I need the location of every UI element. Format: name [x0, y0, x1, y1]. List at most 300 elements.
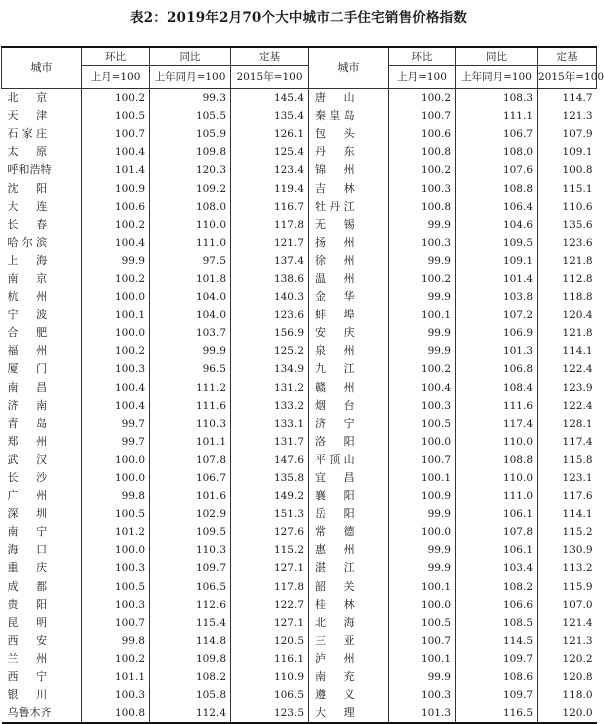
yoy-index-left: 110.0: [150, 216, 231, 234]
mom-index-right: 99.9: [389, 505, 456, 523]
city-name-left: 上海: [2, 252, 82, 270]
city-name-left: 杭州: [2, 288, 82, 306]
base-index-right: 107.0: [562, 598, 593, 611]
table-row: [2, 686, 597, 704]
base-index-left: 127.6: [231, 523, 309, 541]
base-index-left: 133.1: [231, 415, 309, 433]
base-index-left: 149.2: [231, 487, 309, 505]
city-name-right: 三亚: [309, 632, 389, 650]
mom-index-right: 99.9: [389, 288, 456, 306]
yoy-index-left: 108.2: [150, 668, 231, 686]
yoy-index-right: 103.4: [456, 559, 538, 577]
base-index-left: 117.8: [231, 578, 309, 596]
yoy-header-right: 同比: [456, 47, 538, 66]
city-name-left: 南宁: [2, 523, 82, 541]
mom-index-left: 100.9: [82, 179, 150, 197]
yoy-index-right: 111.0: [456, 487, 538, 505]
city-name-right: 温州: [309, 270, 389, 288]
base-index-right: 121.3: [562, 110, 593, 123]
yoy-index-right: 109.7: [456, 650, 538, 668]
base-index-right: 115.8: [562, 453, 593, 466]
base-index-right: 115.9: [562, 580, 593, 593]
mom-index-left: 100.2: [82, 216, 150, 234]
yoy-index-left: 110.3: [150, 541, 231, 559]
city-name-right: 泸州: [309, 650, 389, 668]
mom-index-right: 100.7: [389, 107, 456, 125]
table-row: [2, 342, 597, 360]
table-row: [2, 578, 597, 596]
table-row: [2, 234, 597, 252]
city-name-left: 石家庄: [2, 125, 82, 143]
table-row: [2, 161, 597, 179]
mom-index-left: 101.1: [82, 668, 150, 686]
city-name-left: 西宁: [2, 668, 82, 686]
mom-index-left: 100.0: [82, 469, 150, 487]
mom-header-right: 环比: [389, 47, 456, 66]
mom-index-left: 101.4: [82, 161, 150, 179]
city-name-left: 呼和浩特: [2, 161, 82, 179]
city-name-left: 天津: [2, 107, 82, 125]
city-name-left: 太原: [2, 143, 82, 161]
mom-index-right: 100.2: [389, 360, 456, 378]
city-name-left: 郑州: [2, 433, 82, 451]
yoy-index-right: 114.5: [456, 632, 538, 650]
mom-index-right: 100.2: [389, 89, 456, 108]
table-row: [2, 252, 597, 270]
base-index-right: 123.1: [562, 472, 593, 485]
city-name-right: 金华: [309, 288, 389, 306]
mom-index-right: 99.9: [389, 216, 456, 234]
base-index-right: 121.4: [562, 616, 593, 629]
mom-index-left: 100.0: [82, 324, 150, 342]
city-name-right: 济宁: [309, 415, 389, 433]
yoy-index-left: 115.4: [150, 614, 231, 632]
city-name-left: 青岛: [2, 415, 82, 433]
base-index-right: 123.6: [562, 236, 593, 249]
city-name-right: 牡丹江: [309, 198, 389, 216]
mom-index-right: 100.0: [389, 596, 456, 614]
base-index-right: 121.8: [562, 327, 593, 340]
mom-index-right: 101.3: [389, 704, 456, 723]
city-name-right: 蚌埠: [309, 306, 389, 324]
table-row: [2, 397, 597, 415]
mom-index-right: 100.3: [389, 686, 456, 704]
yoy-index-left: 109.7: [150, 559, 231, 577]
yoy-index-right: 101.3: [456, 342, 538, 360]
base-index-right: 120.8: [562, 671, 593, 684]
mom-index-right: 100.9: [389, 487, 456, 505]
table-row: [2, 433, 597, 451]
city-name-right: 丹东: [309, 143, 389, 161]
yoy-index-right: 108.0: [456, 143, 538, 161]
city-name-left: 哈尔滨: [2, 234, 82, 252]
mom-index-left: 100.8: [82, 704, 150, 723]
mom-index-left: 99.7: [82, 415, 150, 433]
table-row: [2, 360, 597, 378]
base-index-right: 114.7: [562, 92, 593, 105]
mom-index-left: 100.3: [82, 360, 150, 378]
mom-index-left: 100.3: [82, 559, 150, 577]
mom-index-right: 100.0: [389, 523, 456, 541]
mom-index-right: 100.1: [389, 650, 456, 668]
base-index-right: 117.6: [562, 490, 593, 503]
city-name-right: 平顶山: [309, 451, 389, 469]
mom-index-left: 100.1: [82, 306, 150, 324]
table-header: [2, 47, 604, 89]
yoy-index-right: 106.4: [456, 198, 538, 216]
table-row: [2, 89, 597, 108]
base-index-left: 133.2: [231, 397, 309, 415]
mom-index-right: 100.7: [389, 632, 456, 650]
table-row: [2, 487, 597, 505]
city-name-left: 南昌: [2, 379, 82, 397]
city-name-right: 扬州: [309, 234, 389, 252]
mom-index-right: 100.5: [389, 614, 456, 632]
base-index-left: 126.1: [231, 125, 309, 143]
city-name-left: 乌鲁木齐: [2, 704, 82, 723]
mom-index-left: 100.3: [82, 686, 150, 704]
city-name-left: 长春: [2, 216, 82, 234]
yoy-index-right: 109.5: [456, 234, 538, 252]
base-index-left: 135.8: [231, 469, 309, 487]
base-index-left: 110.9: [231, 668, 309, 686]
mom-index-left: 100.5: [82, 505, 150, 523]
base-index-right: 123.9: [562, 381, 593, 394]
yoy-index-left: 120.3: [150, 161, 231, 179]
city-name-right: 安庆: [309, 324, 389, 342]
mom-index-right: 100.3: [389, 234, 456, 252]
base-index-left: 116.1: [231, 650, 309, 668]
mom-index-right: 100.8: [389, 143, 456, 161]
city-name-left: 银川: [2, 686, 82, 704]
yoy-index-right: 110.0: [456, 433, 538, 451]
mom-index-left: 100.2: [82, 342, 150, 360]
table-row: [2, 704, 597, 723]
mom-index-left: 100.2: [82, 270, 150, 288]
base-index-right: 113.2: [562, 562, 593, 575]
base-index-left: 151.3: [231, 505, 309, 523]
yoy-index-right: 106.1: [456, 505, 538, 523]
city-name-left: 成都: [2, 578, 82, 596]
mom-index-right: 100.0: [389, 433, 456, 451]
mom-index-right: 100.3: [389, 179, 456, 197]
base-index-right: 122.4: [562, 363, 593, 376]
base-index-right: 128.1: [562, 417, 593, 430]
city-name-right: 徐州: [309, 252, 389, 270]
table-row: [2, 179, 597, 197]
yoy-index-right: 106.1: [456, 541, 538, 559]
yoy-index-left: 102.9: [150, 505, 231, 523]
mom-index-right: 100.2: [389, 270, 456, 288]
yoy-index-left: 110.3: [150, 415, 231, 433]
city-name-right: 惠州: [309, 541, 389, 559]
yoy-subheader-left: 上年同月=100: [150, 66, 231, 89]
yoy-index-right: 108.8: [456, 451, 538, 469]
base-index-left: 147.6: [231, 451, 309, 469]
mom-index-left: 100.4: [82, 234, 150, 252]
table-row: [2, 541, 597, 559]
base-index-left: 120.5: [231, 632, 309, 650]
base-index-left: 134.9: [231, 360, 309, 378]
yoy-index-right: 108.2: [456, 578, 538, 596]
city-name-left: 合肥: [2, 324, 82, 342]
mom-index-left: 100.2: [82, 650, 150, 668]
yoy-index-left: 104.0: [150, 288, 231, 306]
mom-index-right: 99.9: [389, 559, 456, 577]
mom-index-left: 100.5: [82, 107, 150, 125]
table-row: [2, 107, 597, 125]
yoy-index-right: 111.6: [456, 397, 538, 415]
mom-index-left: 100.7: [82, 125, 150, 143]
mom-index-right: 100.7: [389, 451, 456, 469]
city-name-left: 福州: [2, 342, 82, 360]
yoy-index-left: 107.8: [150, 451, 231, 469]
city-name-left: 沈阳: [2, 179, 82, 197]
mom-index-right: 99.9: [389, 668, 456, 686]
city-name-left: 深圳: [2, 505, 82, 523]
city-name-left: 贵阳: [2, 596, 82, 614]
mom-index-right: 100.1: [389, 306, 456, 324]
yoy-index-left: 109.8: [150, 650, 231, 668]
base-index-left: 135.4: [231, 107, 309, 125]
yoy-index-right: 116.5: [456, 704, 538, 723]
yoy-index-right: 109.1: [456, 252, 538, 270]
yoy-index-left: 105.5: [150, 107, 231, 125]
base-index-right: 120.0: [538, 704, 597, 723]
table-row: [2, 559, 597, 577]
base-index-left: 127.1: [231, 614, 309, 632]
yoy-index-right: 106.7: [456, 125, 538, 143]
yoy-index-left: 101.8: [150, 270, 231, 288]
base-index-right: 107.9: [562, 128, 593, 141]
table-row: [2, 125, 597, 143]
yoy-subheader-right: 上年同月=100: [456, 66, 538, 89]
city-name-left: 济南: [2, 397, 82, 415]
city-name-left: 广州: [2, 487, 82, 505]
base-index-right: 121.8: [562, 254, 593, 267]
city-name-left: 南京: [2, 270, 82, 288]
yoy-index-left: 105.8: [150, 686, 231, 704]
table-row: [2, 143, 597, 161]
city-name-left: 北京: [2, 89, 82, 108]
price-index-table: [1, 46, 604, 724]
city-name-right: 宜昌: [309, 469, 389, 487]
yoy-index-left: 105.9: [150, 125, 231, 143]
base-index-left: 116.7: [231, 198, 309, 216]
city-name-left: 兰州: [2, 650, 82, 668]
table-row: [2, 198, 597, 216]
mom-index-left: 100.6: [82, 198, 150, 216]
base-index-right: 115.1: [562, 182, 593, 195]
yoy-index-right: 117.4: [456, 415, 538, 433]
table-row: [2, 614, 597, 632]
table-row: [2, 668, 597, 686]
yoy-index-left: 109.2: [150, 179, 231, 197]
yoy-index-left: 111.0: [150, 234, 231, 252]
table-row: [2, 270, 597, 288]
base-index-right: 121.3: [562, 634, 593, 647]
yoy-index-right: 106.9: [456, 324, 538, 342]
yoy-index-right: 111.1: [456, 107, 538, 125]
yoy-index-left: 99.3: [150, 89, 231, 108]
yoy-index-left: 108.0: [150, 198, 231, 216]
mom-index-left: 100.4: [82, 143, 150, 161]
city-name-right: 韶关: [309, 578, 389, 596]
city-name-left: 西安: [2, 632, 82, 650]
city-name-right: 吉林: [309, 179, 389, 197]
base-index-left: 119.4: [231, 179, 309, 197]
city-name-left: 宁波: [2, 306, 82, 324]
base-index-right: 115.2: [562, 526, 593, 539]
yoy-index-right: 107.6: [456, 161, 538, 179]
mom-index-right: 100.5: [389, 415, 456, 433]
yoy-header-left: 同比: [150, 47, 231, 66]
yoy-index-right: 108.6: [456, 668, 538, 686]
mom-index-left: 100.2: [82, 89, 150, 108]
base-index-left: 122.7: [231, 596, 309, 614]
base-index-left: 140.3: [231, 288, 309, 306]
yoy-index-left: 111.6: [150, 397, 231, 415]
base-header-right: 定基: [538, 47, 597, 66]
base-index-right: 118.8: [562, 291, 593, 304]
city-name-left: 厦门: [2, 360, 82, 378]
table-row: [2, 632, 597, 650]
mom-index-right: 100.6: [389, 125, 456, 143]
yoy-index-left: 103.7: [150, 324, 231, 342]
table-row: [2, 216, 597, 234]
city-name-right: 泉州: [309, 342, 389, 360]
table-row: [2, 523, 597, 541]
base-index-left: 123.5: [231, 704, 309, 723]
mom-index-right: 100.1: [389, 469, 456, 487]
table-body: [2, 89, 597, 724]
base-index-right: 120.4: [562, 309, 593, 322]
base-index-left: 156.9: [231, 324, 309, 342]
yoy-index-left: 99.9: [150, 342, 231, 360]
yoy-index-right: 109.7: [456, 686, 538, 704]
mom-index-left: 99.8: [82, 487, 150, 505]
mom-index-right: 100.2: [389, 161, 456, 179]
city-name-right: 无锡: [309, 216, 389, 234]
base-index-right: 109.1: [562, 146, 593, 159]
yoy-index-left: 112.6: [150, 596, 231, 614]
city-name-right: 岳阳: [309, 505, 389, 523]
mom-subheader-right: 上月=100: [389, 66, 456, 89]
base-index-left: 125.4: [231, 143, 309, 161]
table-row: [2, 324, 597, 342]
base-index-left: 115.2: [231, 541, 309, 559]
base-index-right: 135.6: [562, 218, 593, 231]
city-name-right: 襄阳: [309, 487, 389, 505]
city-name-left: 重庆: [2, 559, 82, 577]
table-row: [2, 451, 597, 469]
yoy-index-right: 104.6: [456, 216, 538, 234]
yoy-index-left: 104.0: [150, 306, 231, 324]
mom-index-left: 100.3: [82, 596, 150, 614]
city-name-right: 九江: [309, 360, 389, 378]
base-index-right: 130.9: [562, 544, 593, 557]
mom-index-left: 100.0: [82, 451, 150, 469]
yoy-index-right: 107.8: [456, 523, 538, 541]
yoy-index-left: 106.7: [150, 469, 231, 487]
city-name-right: 常德: [309, 523, 389, 541]
table-row: [2, 379, 597, 397]
base-index-left: 121.7: [231, 234, 309, 252]
yoy-index-left: 101.6: [150, 487, 231, 505]
mom-index-right: 99.9: [389, 324, 456, 342]
table-row: [2, 306, 597, 324]
yoy-index-right: 101.4: [456, 270, 538, 288]
base-index-left: 106.5: [231, 686, 309, 704]
yoy-index-left: 114.8: [150, 632, 231, 650]
city-name-left: 昆明: [2, 614, 82, 632]
city-name-right: 北海: [309, 614, 389, 632]
city-name-right: 唐山: [309, 89, 389, 108]
yoy-index-right: 103.8: [456, 288, 538, 306]
city-column-header-right: 城市: [309, 47, 389, 89]
base-index-right: 122.4: [562, 399, 593, 412]
city-name-right: 包头: [309, 125, 389, 143]
mom-index-left: 100.5: [82, 578, 150, 596]
mom-index-left: 99.7: [82, 433, 150, 451]
mom-index-right: 100.8: [389, 198, 456, 216]
city-name-right: 赣州: [309, 379, 389, 397]
table-row: [2, 415, 597, 433]
base-subheader-right: 2015年=100: [538, 66, 597, 89]
mom-index-right: 100.3: [389, 397, 456, 415]
base-index-left: 138.6: [231, 270, 309, 288]
table-row: [2, 505, 597, 523]
city-name-right: 锦州: [309, 161, 389, 179]
base-index-left: 145.4: [231, 89, 309, 108]
city-name-right: 湛江: [309, 559, 389, 577]
mom-index-right: 100.4: [389, 379, 456, 397]
base-index-right: 120.2: [562, 652, 593, 665]
yoy-index-left: 111.2: [150, 379, 231, 397]
base-index-left: 137.4: [231, 252, 309, 270]
base-index-left: 117.8: [231, 216, 309, 234]
mom-index-left: 100.0: [82, 288, 150, 306]
city-name-right: 秦皇岛: [309, 107, 389, 125]
yoy-index-left: 112.4: [150, 704, 231, 723]
mom-index-right: 99.9: [389, 252, 456, 270]
city-name-right: 遵义: [309, 686, 389, 704]
city-name-left: 长沙: [2, 469, 82, 487]
table-row: [2, 469, 597, 487]
city-name-right: 洛阳: [309, 433, 389, 451]
mom-index-left: 100.4: [82, 379, 150, 397]
base-index-left: 123.6: [231, 306, 309, 324]
mom-index-left: 99.9: [82, 252, 150, 270]
yoy-index-right: 108.8: [456, 179, 538, 197]
table-title: 表2：2019年2月70个大中城市二手住宅销售价格指数: [129, 10, 468, 26]
yoy-index-left: 97.5: [150, 252, 231, 270]
base-index-left: 131.2: [231, 379, 309, 397]
yoy-index-left: 106.5: [150, 578, 231, 596]
mom-index-left: 100.4: [82, 397, 150, 415]
base-index-right: 100.8: [562, 164, 593, 177]
base-index-right: 112.8: [562, 272, 593, 285]
mom-header-left: 环比: [82, 47, 150, 66]
base-index-right: 118.0: [562, 689, 593, 702]
yoy-index-right: 106.6: [456, 596, 538, 614]
base-index-left: 123.4: [231, 161, 309, 179]
yoy-index-left: 96.5: [150, 360, 231, 378]
yoy-index-right: 110.0: [456, 469, 538, 487]
base-index-left: 131.7: [231, 433, 309, 451]
table-row: [2, 288, 597, 306]
mom-subheader-left: 上月=100: [82, 66, 150, 89]
